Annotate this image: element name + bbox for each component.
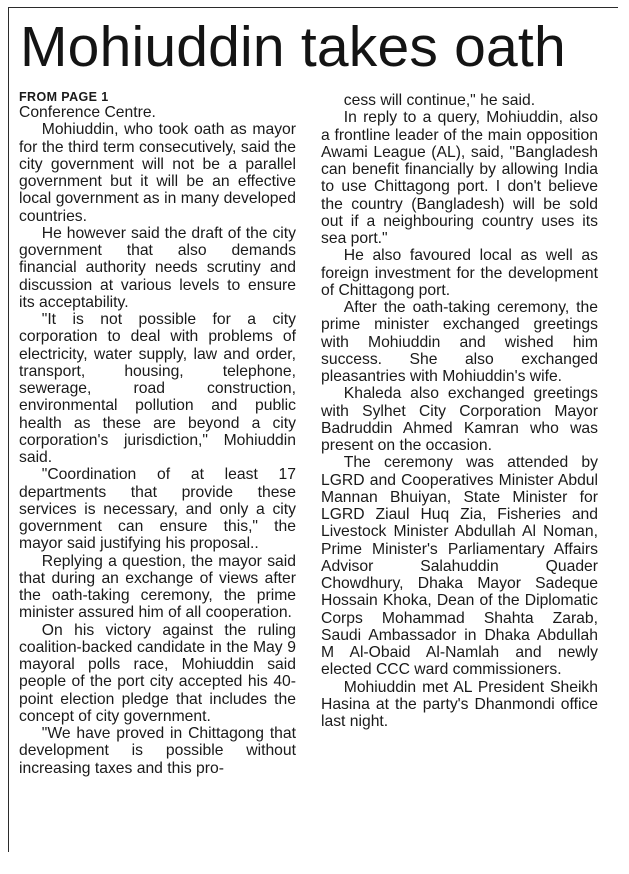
- paragraph: In reply to a query, Mohiuddin, also a frontline leader of the main opposition Awami League (AL), said, "Bangladesh can benefit financially by allowing India to use Chittagong port. I don't believe the country (Bangladesh) will be sold out if a neighbouring country uses its sea port.": [321, 109, 598, 247]
- paragraph: "We have proved in Chittagong that development is possible without increasing taxes and this pro-: [19, 725, 296, 777]
- paragraph: Replying a question, the mayor said that during an exchange of views after the oath-taking ceremony, the prime minister assured him of all cooperation.: [19, 552, 296, 622]
- paragraph: Mohiuddin met AL President Sheikh Hasina at the party's Dhanmondi office last night.: [321, 678, 598, 730]
- paragraph: Conference Centre.: [19, 104, 156, 121]
- right-column: [321, 92, 598, 730]
- paragraph: "It is not possible for a city corporation to deal with problems of electricity, water supply, law and order, transport, housing, telephone, sewerage, road construction, environmental pollution and public health as these are beyond a city corporation's jurisdiction," Mohiuddin said.: [19, 311, 296, 466]
- paragraph: He however said the draft of the city government that also demands financial authority needs scrutiny and discussion at various levels to ensure its acceptability.: [19, 224, 296, 311]
- top-rule: [8, 7, 618, 8]
- paragraph: Mohiuddin, who took oath as mayor for the third term consecutively, said the city government will not be a parallel government but it will be an effective local government as in many developed countries.: [19, 121, 296, 225]
- paragraph: On his victory against the ruling coalition-backed candidate in the May 9 mayoral polls race, Mohiuddin said people of the port city accepted his 40-point election pledge that includes the concept of city government.: [19, 621, 296, 725]
- left-column: [19, 90, 296, 777]
- paragraph: He also favoured local as well as foreign investment for the development of Chittagong port.: [321, 247, 598, 299]
- paragraph: Khaleda also exchanged greetings with Sylhet City Corporation Mayor Badruddin Ahmed Kamran who was present on the occasion.: [321, 385, 598, 454]
- paragraph: After the oath-taking ceremony, the prime minister exchanged greetings with Mohiuddin and wished him success. She also exchanged pleasantries with Mohiuddin's wife.: [321, 299, 598, 385]
- continuation-label: FROM PAGE 1: [19, 90, 109, 104]
- left-rule: [8, 7, 9, 852]
- headline: Mohiuddin takes oath: [20, 15, 566, 79]
- paragraph: "Coordination of at least 17 departments that provide these services is necessary, and only a city government can ensure this," the mayor said justifying his proposal..: [19, 466, 296, 553]
- paragraph: The ceremony was attended by LGRD and Cooperatives Minister Abdul Mannan Bhuiyan, State Minister for LGRD Ziaul Huq Zia, Fisheries and Livestock Minister Abdullah Al Noman, Prime Minister's Parliamentary Affairs Advisor Salahuddin Quader Chowdhury, Dhaka Mayor Sadeque Hossain Khoka, Dean of the Diplomatic Corps Mohammad Shahta Zarab, Saudi Ambassador in Dhaka Abdullah M Al-Obaid Al-Namlah and newly elected CCC ward commissioners.: [321, 454, 598, 679]
- paragraph: cess will continue," he said.: [343, 92, 536, 109]
